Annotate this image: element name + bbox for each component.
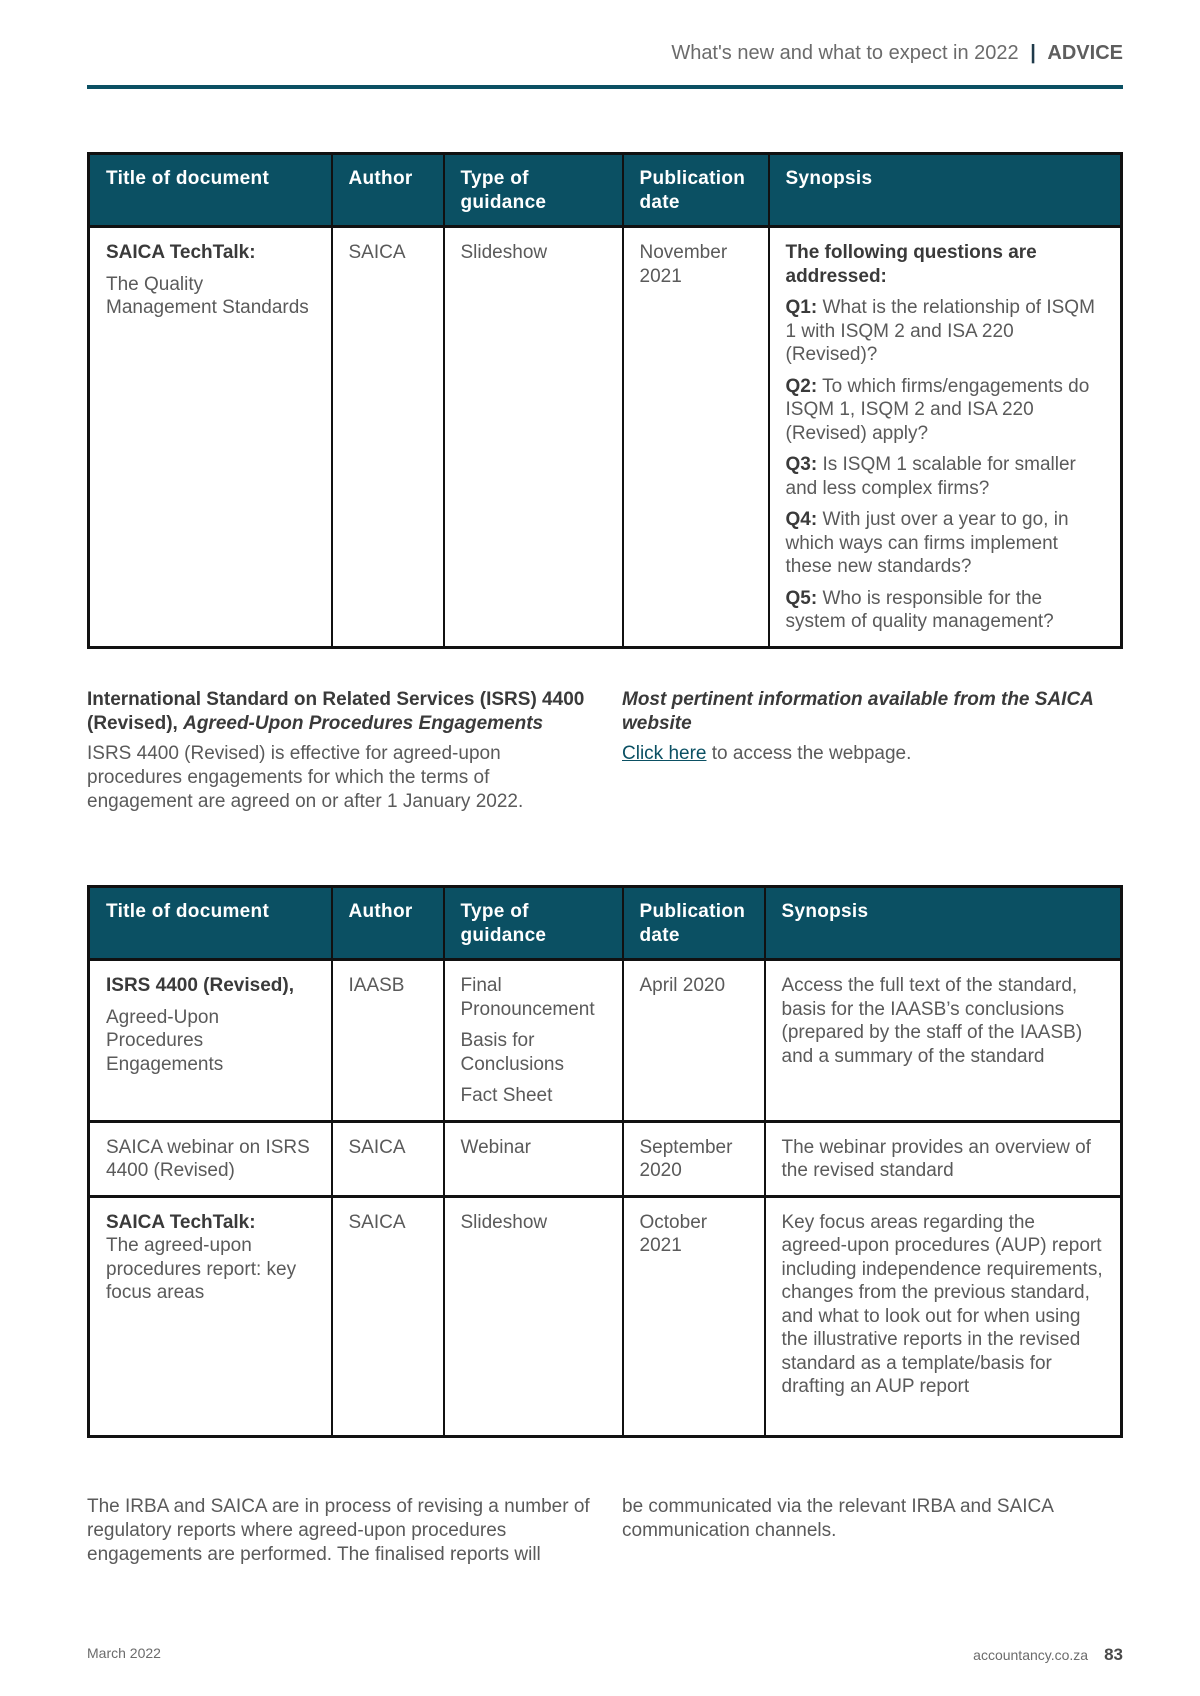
- doc-title-bold: SAICA TechTalk:: [106, 1211, 256, 1233]
- cell-synopsis: Access the full text of the standard, basis for the IAASB’s conclusions (prepared by the staff of the IAASB) and a summary of the standard: [765, 960, 1122, 1122]
- cell-type: Slideshow: [444, 1196, 623, 1436]
- table-row: [89, 1196, 1122, 1436]
- running-header: [671, 42, 1123, 65]
- cell-author: SAICA: [332, 1196, 444, 1436]
- col-date: Publication date: [623, 154, 769, 227]
- cell-title: [89, 227, 332, 648]
- cell-author: SAICA: [332, 227, 444, 648]
- doc-title-bold: SAICA TechTalk:: [106, 242, 256, 263]
- doc-title-rest: Agreed-Upon Procedures Engagements: [106, 1006, 224, 1075]
- header-section: ADVICE: [1047, 42, 1123, 64]
- question-2: Q2: To which firms/engagements do ISQM 1, ISQM 2 and ISA 220 (Revised) apply?: [785, 375, 1090, 444]
- col-title: Title of document: [89, 887, 332, 960]
- col-date: Publication date: [623, 887, 765, 960]
- col-type: Type of guidance: [444, 887, 623, 960]
- isrs-body: ISRS 4400 (Revised) is effective for agreed-upon procedures engagements for which the terms of engagement are agreed on or after 1 January 2022.: [87, 743, 524, 812]
- type-fact-sheet: Fact Sheet: [460, 1085, 553, 1106]
- col-author: Author: [332, 887, 444, 960]
- cell-synopsis: The webinar provides an overview of the revised standard: [765, 1121, 1122, 1196]
- header-separator: |: [1030, 42, 1036, 64]
- type-basis-for-conclusions: Basis for Conclusions: [460, 1030, 564, 1075]
- cell-author: IAASB: [332, 960, 444, 1122]
- cell-date: September 2020: [623, 1121, 765, 1196]
- col-author: Author: [332, 154, 444, 227]
- cell-date: April 2020: [623, 960, 765, 1122]
- table-header-row: [89, 887, 1122, 960]
- question-4: Q4: With just over a year to go, in which ways can firms implement these new standards?: [785, 509, 1069, 577]
- website-body: Click here to access the webpage.: [622, 743, 912, 764]
- cell-type: [444, 960, 623, 1122]
- type-final-pronouncement: Final Pronouncement: [460, 975, 595, 1020]
- guidance-table-isrs-4400: [87, 885, 1123, 1438]
- page-number: 83: [1104, 1645, 1123, 1664]
- guidance-table-quality-management: [87, 152, 1123, 649]
- saica-website-section: [622, 688, 1122, 766]
- col-synopsis: Synopsis: [769, 154, 1122, 227]
- col-type: Type of guidance: [444, 154, 623, 227]
- cell-author: SAICA: [332, 1121, 444, 1196]
- question-5: Q5: Who is responsible for the system of quality management?: [785, 587, 1054, 632]
- cell-title: [89, 960, 332, 1122]
- bottom-paragraph-left: The IRBA and SAICA are in process of revising a number of regulatory reports where agreed-upon procedures engagements are performed. The finalised reports will: [87, 1496, 590, 1565]
- website-heading: Most pertinent information available from the SAICA website: [622, 689, 1094, 734]
- doc-title-bold: ISRS 4400 (Revised),: [106, 975, 294, 996]
- cell-type: Slideshow: [444, 227, 623, 648]
- cell-date: October 2021: [623, 1196, 765, 1436]
- isrs-heading: International Standard on Related Services (ISRS) 4400 (Revised), Agreed-Upon Procedures Engagements: [87, 689, 585, 734]
- footer-right: [973, 1645, 1123, 1665]
- cell-title: SAICA webinar on ISRS 4400 (Revised): [89, 1121, 332, 1196]
- cell-synopsis: [769, 227, 1122, 648]
- cell-synopsis: Key focus areas regarding the agreed-upon procedures (AUP) report including independence requirements, changes from the previous standard, and what to look out for when using the illustrative reports in the revised standard as a template/basis for drafting an AUP report: [765, 1196, 1122, 1436]
- col-title: Title of document: [89, 154, 332, 227]
- table-row: [89, 960, 1122, 1122]
- footer-site: accountancy.co.za: [973, 1647, 1089, 1663]
- click-here-link[interactable]: Click here: [622, 743, 707, 764]
- header-rule: [87, 85, 1123, 89]
- col-synopsis: Synopsis: [765, 887, 1122, 960]
- doc-title-rest: The Quality Management Standards: [106, 273, 309, 318]
- cell-date: November 2021: [623, 227, 769, 648]
- table-header-row: [89, 154, 1122, 227]
- question-1: Q1: What is the relationship of ISQM 1 with ISQM 2 and ISA 220 (Revised)?: [785, 297, 1095, 365]
- bottom-paragraph-right: be communicated via the relevant IRBA and SAICA communication channels.: [622, 1496, 1053, 1541]
- synopsis-intro: The following questions are addressed:: [785, 242, 1037, 287]
- cell-title: [89, 1196, 332, 1436]
- footer-date: March 2022: [87, 1645, 161, 1661]
- table-row: [89, 227, 1122, 648]
- isrs-section: [87, 688, 597, 814]
- table-row: [89, 1121, 1122, 1196]
- header-title: What's new and what to expect in 2022: [671, 42, 1019, 64]
- doc-title-rest: The agreed-upon procedures report: key focus areas: [106, 1235, 297, 1303]
- question-3: Q3: Is ISQM 1 scalable for smaller and less complex firms?: [785, 454, 1076, 499]
- cell-type: Webinar: [444, 1121, 623, 1196]
